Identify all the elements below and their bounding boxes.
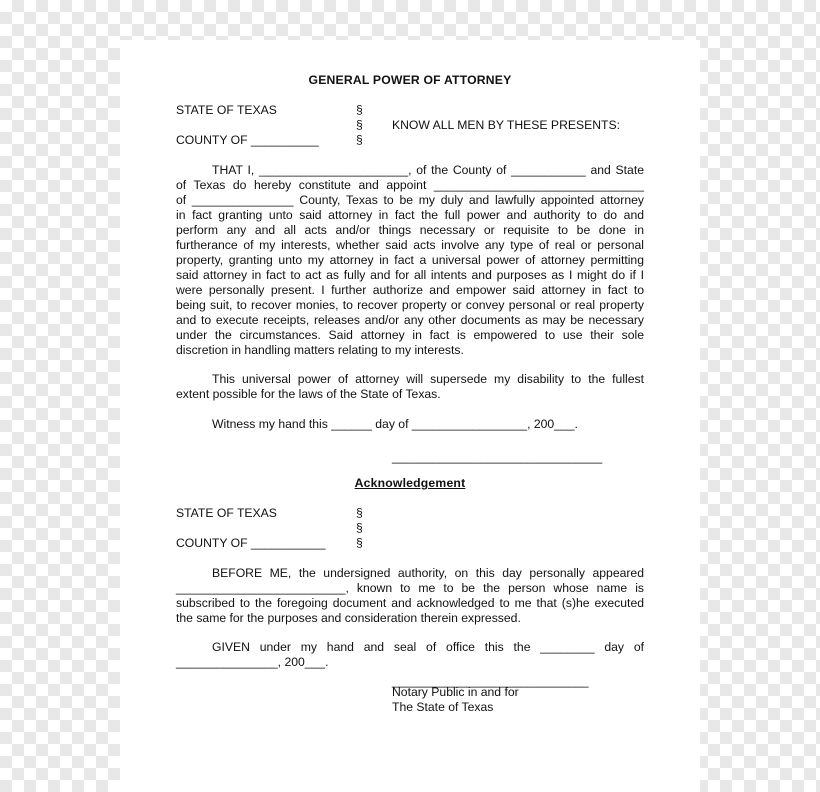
- venue-county: COUNTY OF __________: [176, 133, 319, 147]
- body-line: were personally present. I further authorize and empower said attorney in fact to: [176, 283, 644, 297]
- body-line: and to execute receipts, releases and/or any other documents as may be necessary: [176, 313, 644, 327]
- notary-state: The State of Texas: [392, 700, 494, 714]
- before-me-line: subscribed to the foregoing document and acknowledged to me that (s)he executed: [176, 596, 644, 610]
- body-line: of Texas do hereby constitute and appoint _______________________________: [176, 178, 644, 192]
- section-mark: §: [356, 133, 363, 147]
- body-line: of _______________ County, Texas to be my duly and lawfully appointed attorney: [176, 193, 644, 207]
- body-line: furtherance of my interests, whether said acts involve any type of real or personal: [176, 238, 644, 252]
- signature-line: _______________________________: [392, 450, 603, 464]
- body-line: property, granting unto my attorney in fact a universal power of attorney permitting: [176, 253, 644, 267]
- body-line: perform any and all acts and/or things necessary or requisite to be done in: [176, 223, 644, 237]
- section-mark: §: [356, 118, 363, 132]
- before-me-line: _________________________, known to me to be the person whose name is: [176, 581, 644, 595]
- given-line: GIVEN under my hand and seal of office this the ________ day of: [212, 640, 644, 654]
- section-mark: §: [356, 521, 363, 535]
- section-mark: §: [356, 506, 363, 520]
- body-line: under the circumstances. Said attorney in fact is empowered to use their sole: [176, 328, 644, 342]
- section-mark: §: [356, 536, 363, 550]
- document-title: GENERAL POWER OF ATTORNEY: [308, 73, 512, 87]
- body-line: THAT I, ______________________, of the County of ___________ and State: [212, 163, 644, 177]
- given-line: _______________, 200___.: [176, 655, 329, 669]
- document-page: [120, 40, 700, 792]
- know-all-men: KNOW ALL MEN BY THESE PRESENTS:: [392, 118, 621, 132]
- venue-county: COUNTY OF ___________: [176, 536, 326, 550]
- notary-title: Notary Public in and for: [392, 685, 519, 699]
- notary-signature-line: _____________________________: [392, 674, 589, 688]
- venue-state: STATE OF TEXAS: [176, 103, 277, 117]
- supersede-line: This universal power of attorney will supersede my disability to the fullest: [212, 372, 644, 386]
- acknowledgement-heading: Acknowledgement: [354, 476, 466, 490]
- venue-state: STATE OF TEXAS: [176, 506, 277, 520]
- body-line: said attorney in fact to act as fully and for all intents and purposes as I might do if I: [176, 268, 644, 282]
- body-line: discretion in handling matters relating to my interests.: [176, 343, 464, 357]
- section-mark: §: [356, 103, 363, 117]
- supersede-line: extent possible for the laws of the State of Texas.: [176, 387, 441, 401]
- body-line: in fact granting unto said attorney in fact the full power and authority to do and: [176, 208, 644, 222]
- before-me-line: BEFORE ME, the undersigned authority, on this day personally appeared: [212, 566, 644, 580]
- witness-line: Witness my hand this ______ day of _________________, 200___.: [212, 417, 578, 431]
- body-line: being suit, to recover monies, to recover property or convey personal or real property: [176, 298, 644, 312]
- before-me-line: the same for the purposes and consideration therein expressed.: [176, 611, 521, 625]
